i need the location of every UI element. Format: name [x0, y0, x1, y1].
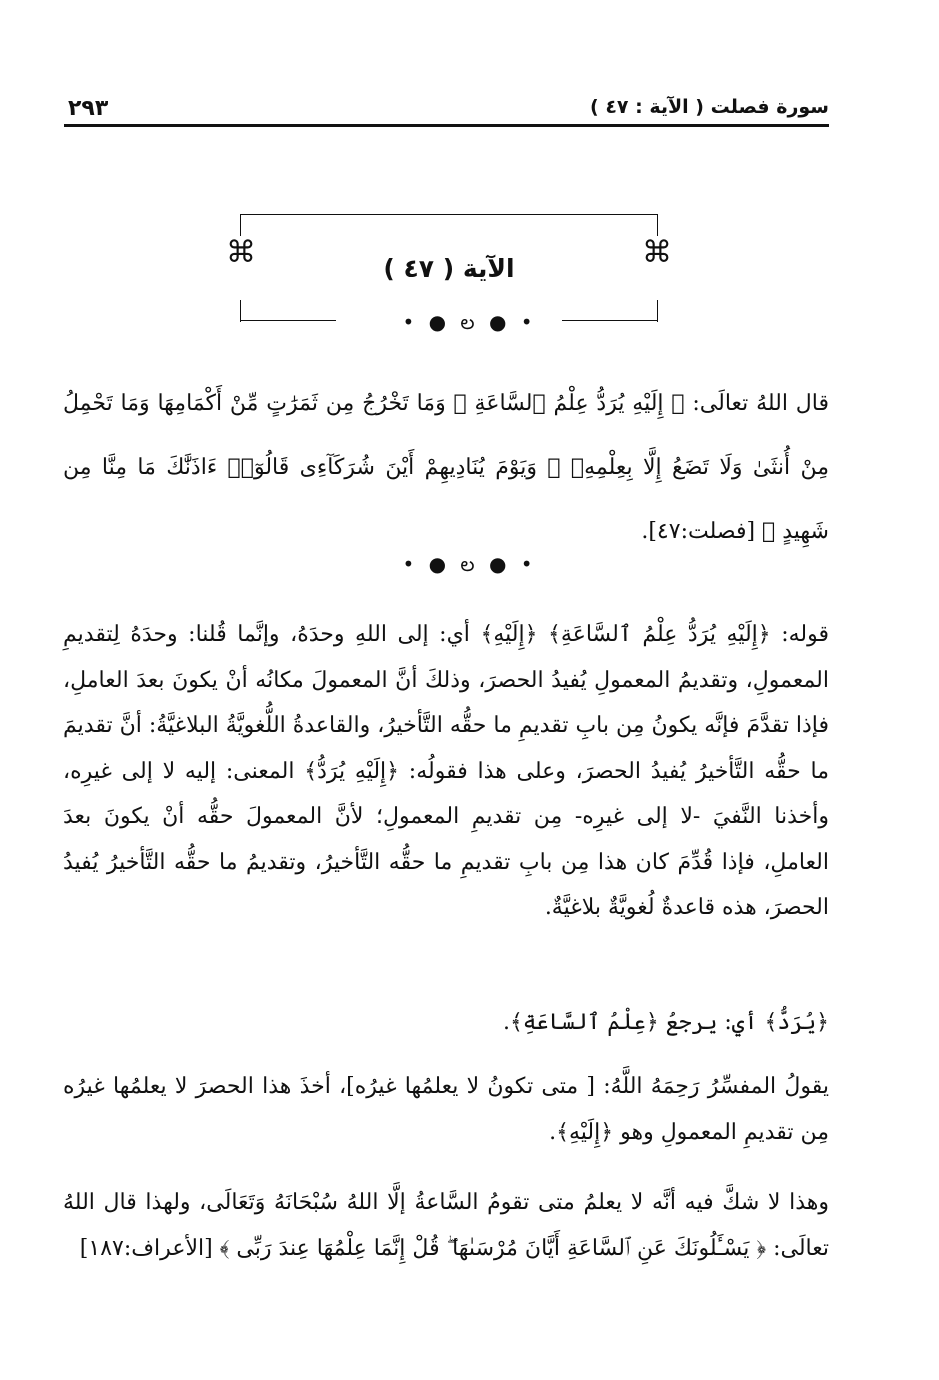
commentary-paragraph: وهذا لا شكَّ فيه أنَّه لا يعلمُ متى تقومُ السَّاعةُ إلَّا اللهُ سُبْحَانَهُ وَتَعَالَى، ولهذا قال اللهُ تعالَى: ﴿ يَسْـَٔلُونَكَ عَنِ ٱلسَّاعَةِ أَيَّانَ مُرْسَىٰهَا ۖ قُلْ إِنَّمَا عِلْمُهَا عِندَ رَبِّى ﴾ [الأعراف:١٨٧] [63, 1190, 829, 1261]
frame-corner-tick [240, 214, 241, 236]
frame-corner-tick [657, 214, 658, 236]
commentary-paragraph: قوله: ﴿إِلَيْهِ يُرَدُّ عِلْمُ ٱلسَّاعَةِ﴾ ﴿إِلَيْهِ﴾ أي: إلى اللهِ وحدَهُ، وإنَّما قُلنا: وحدَهُ لِتقديمِ المعمولِ، وتقديمُ المعمولِ يُفيدُ الحصرَ، وذلكَ أنَّ المعمولَ مكانُه أنْ يكونَ بعدَ العاملِ، فإذا تقدَّمَ فإنَّه يكونُ مِن بابِ تقديمِ ما حقُّه التَّأخيرُ، والقاعدةُ اللُّغويَّةُ البلاغيَّةُ: أنَّ تقديمَ ما حقُّه التَّأخيرُ يُفيدُ الحصرَ، وعلى هذا فقولُه: ﴿إِلَيْهِ يُرَدُّ﴾ المعنى: إليه لا إلى غيرِه، وأخذنا النَّفيَ -لا إلى غيرِه- مِن تقديمِ المعمولِ؛ لأنَّ المعمولَ حقُّه أنْ يكونَ بعدَ العاملِ، فإذا قُدِّمَ كان هذا مِن بابِ تقديمِ ما حقُّه التَّأخيرُ، وتقديمُ ما حقُّه التَّأخيرُ يُفيدُ الحصرَ، هذه قاعدةٌ لُغويَّةٌ بلاغيَّةٌ. [63, 622, 829, 920]
ornament-divider: • ● ల ● • [402, 310, 537, 334]
commentary-paragraph: ﴿يُرَدُّ﴾ أي: يرجعُ ﴿عِلْمُ ٱلسَّاعَةِ﴾. [503, 1010, 829, 1035]
frame-top-line [240, 214, 658, 215]
verse-text: قال اللهُ تعالَى: ﴿ إِلَيْهِ يُرَدُّ عِلْمُ ٱلسَّاعَةِ ۚ وَمَا تَخْرُجُ مِن ثَمَرَٰتٍ مِّنْ أَكْمَامِهَا وَمَا تَحْمِلُ مِنْ أُنثَىٰ وَلَا تَضَعُ إِلَّا بِعِلْمِهِۦ ۚ وَيَوْمَ يُنَادِيهِمْ أَيْنَ شُرَكَآءِى قَالُوٓا۟ ءَاذَنَّٰكَ مَا مِنَّا مِن شَهِيدٍ ﴾ [فصلت:٤٧]. [63, 391, 829, 544]
header-rule [64, 124, 829, 127]
knot-ornament-icon: ⌘ [642, 235, 672, 270]
ornament-divider: • ● ల ● • [402, 552, 537, 576]
commentary-paragraph: يقولُ المفسِّرُ رَحِمَهُ اللَّهُ: [ متى تكونُ لا يعلمُها غيرُه]، أخذَ هذا الحصرَ لا يعلمُها غيرُه مِن تقديمِ المعمولِ وهو ﴿إِلَيْهِ﴾. [63, 1074, 829, 1145]
page-number: ٢٩٣ [68, 96, 109, 121]
running-header [64, 96, 829, 124]
verse-heading-frame [226, 214, 672, 322]
verse-heading: الآية ( ٤٧ ) [383, 254, 515, 283]
knot-ornament-icon: ⌘ [226, 235, 256, 270]
surah-title: سورة فصلت ( الآية : ٤٧ ) [590, 96, 829, 118]
